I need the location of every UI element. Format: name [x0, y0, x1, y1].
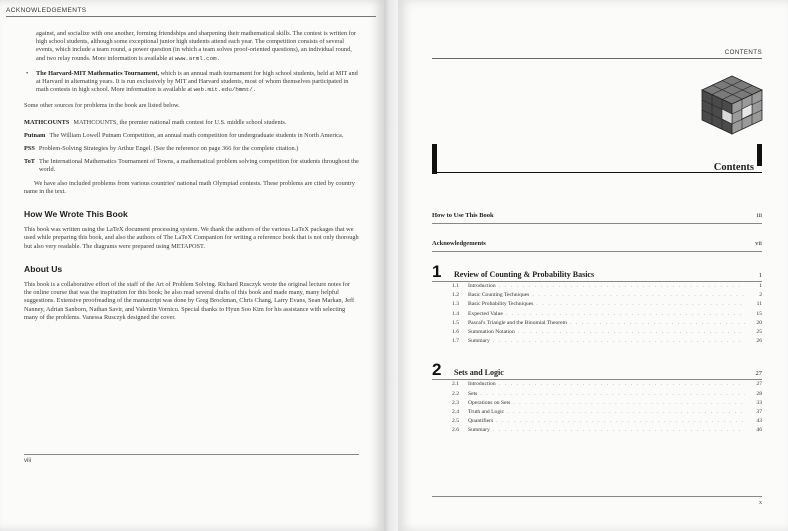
section-title: Sets	[468, 390, 478, 397]
chapter-heading[interactable]	[432, 362, 762, 378]
toc-front-entry[interactable]	[432, 240, 762, 252]
section-page: 25	[756, 329, 762, 336]
section-number: 2.5	[452, 418, 459, 425]
chapter-title: Sets and Logic	[454, 368, 504, 378]
toc-section[interactable]	[432, 319, 762, 328]
header-rule	[6, 16, 376, 17]
toc-entry-page: vii	[755, 240, 762, 247]
section-title: Introduction	[468, 283, 496, 289]
source-text: The William Lowell Putnam Competition, an annual math competition for undergraduate students in North America.	[49, 131, 344, 139]
section-title: Summary	[468, 427, 490, 434]
section-title: Pascal's Triangle and the Binomial Theorem	[468, 319, 567, 326]
section-title: Quantifiers	[468, 418, 494, 425]
section-number: 1.4	[452, 310, 459, 317]
source-text: The International Mathematics Tournament of Towns, a mathematical problem solving competition for students throughout the world.	[38, 158, 359, 174]
source-item	[24, 119, 359, 127]
banner-left-bar	[432, 144, 437, 174]
leader-dots	[507, 408, 745, 417]
chapter-heading[interactable]	[432, 264, 762, 280]
hmmt-bullet	[24, 70, 359, 95]
running-head-right: CONTENTS	[724, 49, 762, 56]
source-term: MATHCOUNTS	[24, 118, 70, 126]
source-term: ToT	[24, 158, 35, 166]
hmmt-term: The Harvard-MIT Mathematics Tournament,	[36, 69, 160, 77]
toc-front-entry[interactable]	[432, 212, 762, 224]
leader-dots	[518, 328, 745, 337]
about-paragraph: This book is a collaborative effort of the staff of the Art of Problem Solving. Richard Rusczyk wrote the original lecture notes for the online course that was the inspiration for this book; he also read several drafts of this book and made many, many helpful suggestions. Extensive proofreading of the manuscript was done by Greg Brockman, Chris Chang, Larry Evans, Sean Markan, Jeff Nanney, Adrian Sanborn, Nathan Savir, and Valentin Vornicu. Special thanks to Hyun Soo Kim for his assistance with selecting many of the problems. Vanessa Rusczyk designed the cover.	[24, 281, 355, 321]
right-page	[398, 0, 788, 531]
chapter-page: 1	[758, 272, 762, 279]
intro-text: against, and socialize with one another, forming friendships and sharpening their mathematical skills. The contest is written for high school students, although some exceptional junior high students attend each year. The competition consists of several events, which include a team round, a power question (in which a team solves proof-oriented questions), an individual round, and two relay rounds. More information is available at	[36, 30, 356, 62]
page-title: Contents	[713, 162, 754, 173]
sources-list	[24, 119, 359, 175]
section-number: 1.1	[452, 283, 459, 289]
contents-banner	[432, 144, 762, 174]
toc-section[interactable]	[432, 399, 762, 408]
toc-section[interactable]	[432, 426, 762, 435]
source-item	[24, 132, 359, 140]
leader-dots	[506, 310, 745, 319]
section-page: 26	[756, 338, 762, 345]
section-title: Introduction	[468, 381, 496, 388]
toc-section[interactable]	[432, 328, 762, 337]
section-page: 2	[759, 292, 762, 299]
section-page: 28	[756, 390, 762, 397]
toc-section[interactable]	[432, 337, 762, 346]
leader-dots	[532, 291, 745, 300]
source-text: Problem-Solving Strategies by Arthur Engel. (See the reference on page 366 for the complete citation.)	[38, 145, 299, 153]
toc-section[interactable]	[432, 390, 762, 399]
running-head-left: ACKNOWLEDGEMENTS	[6, 7, 87, 14]
section-number: 1.3	[452, 301, 459, 308]
section-title: Basic Counting Techniques	[468, 292, 530, 299]
toc-section[interactable]	[432, 282, 762, 291]
section-title: Basic Probability Techniques	[468, 301, 534, 308]
chapter-title: Review of Counting & Probability Basics	[454, 270, 595, 279]
chapter-page: 27	[755, 370, 762, 378]
page-number-left: viii	[24, 458, 31, 464]
section-page: 37	[756, 409, 762, 416]
section-number: 2.1	[452, 381, 459, 388]
leader-dots	[496, 417, 745, 426]
toc-section[interactable]	[432, 291, 762, 300]
hmmt-text: which is an annual math tournament for high school students, held at MIT and at Harvard in alternating years. It is run exclusively by MIT and Harvard students, most of whom themselves participated in math contests in high school. More information is available at	[36, 69, 358, 94]
footer-rule	[24, 454, 359, 455]
section-number: 2.3	[452, 399, 459, 406]
section-title: Summary	[468, 338, 490, 345]
section-number: 1.6	[452, 329, 459, 336]
section-title: Summation Notation	[468, 329, 515, 336]
source-term: Putnam	[24, 131, 46, 139]
leader-dots	[499, 380, 745, 389]
book-gutter	[384, 0, 398, 531]
source-text: MATHCOUNTS, the premier national math contest for U.S. middle school students.	[73, 118, 287, 126]
section-number: 1.5	[452, 319, 459, 326]
left-page	[0, 0, 384, 531]
chapter-number: 2	[432, 360, 442, 380]
section-number: 2.6	[452, 427, 459, 434]
toc-entry-title: Acknowledgements	[432, 240, 486, 247]
toc-section[interactable]	[432, 408, 762, 417]
hmmt-link[interactable]: web.mit.edu/hmmt/.	[193, 86, 257, 94]
heading-about-us: About Us	[24, 263, 63, 274]
source-item	[24, 145, 359, 153]
section-page: 15	[756, 310, 762, 317]
toc-section[interactable]	[432, 310, 762, 319]
section-page: 33	[756, 399, 762, 406]
leader-dots	[480, 390, 745, 399]
section-page: 27	[756, 381, 762, 388]
leader-dots	[570, 319, 745, 328]
toc-section[interactable]	[432, 417, 762, 426]
section-title: Truth and Logic	[468, 409, 505, 416]
section-title: Operations on Sets	[468, 399, 511, 406]
toc-entry-title: How to Use This Book	[432, 212, 494, 219]
leader-dots	[536, 300, 745, 309]
source-term: PSS	[24, 145, 35, 153]
toc-entry-page: iii	[756, 212, 762, 219]
toc-section[interactable]	[432, 380, 762, 389]
wrote-paragraph: This book was written using the LaTeX document processing system. We thank the authors of the various LaTeX packages that we used while preparing this book, and also the authors of The LaTeX Companion for writing a reference book that is not only thorough but also very readable. The diagrams were prepared using METAPOST.	[24, 226, 359, 250]
table-of-contents	[432, 212, 762, 436]
arml-link[interactable]: www.arml.com.	[174, 54, 221, 62]
section-title: Expected Value	[468, 310, 503, 317]
section-number: 2.2	[452, 390, 459, 397]
intro-paragraph	[24, 30, 359, 63]
left-page-body	[24, 30, 359, 322]
toc-chapter-2	[432, 362, 762, 435]
section-number: 2.4	[452, 409, 459, 416]
heading-how-we-wrote: How We Wrote This Book	[24, 209, 128, 220]
chapter-number: 1	[432, 262, 442, 281]
sources-intro: Some other sources for problems in the book are listed below.	[24, 102, 180, 110]
section-page: 1	[759, 283, 762, 289]
toc-chapter-1	[432, 264, 762, 346]
section-page: 11	[756, 301, 762, 308]
source-item	[24, 158, 359, 174]
leader-dots	[493, 426, 745, 435]
section-page: 43	[756, 418, 762, 425]
leader-dots	[493, 337, 745, 346]
page-number-right: x	[759, 500, 762, 506]
header-rule	[432, 58, 762, 59]
leader-dots	[499, 282, 745, 291]
rubiks-cube-logo	[700, 74, 764, 136]
bullet-icon: •	[26, 69, 29, 77]
banner-rule	[432, 172, 762, 173]
toc-section[interactable]	[432, 300, 762, 309]
section-number: 1.2	[452, 292, 459, 299]
section-page: 20	[756, 319, 762, 326]
leader-dots	[513, 399, 745, 408]
section-number: 1.7	[452, 338, 459, 345]
section-page: 46	[756, 427, 762, 434]
banner-right-bar	[757, 144, 762, 166]
olympiad-paragraph: We have also included problems from various countries' national math Olympiad contests. These problems are cited by country name in the text.	[24, 179, 355, 195]
footer-rule	[432, 496, 762, 497]
